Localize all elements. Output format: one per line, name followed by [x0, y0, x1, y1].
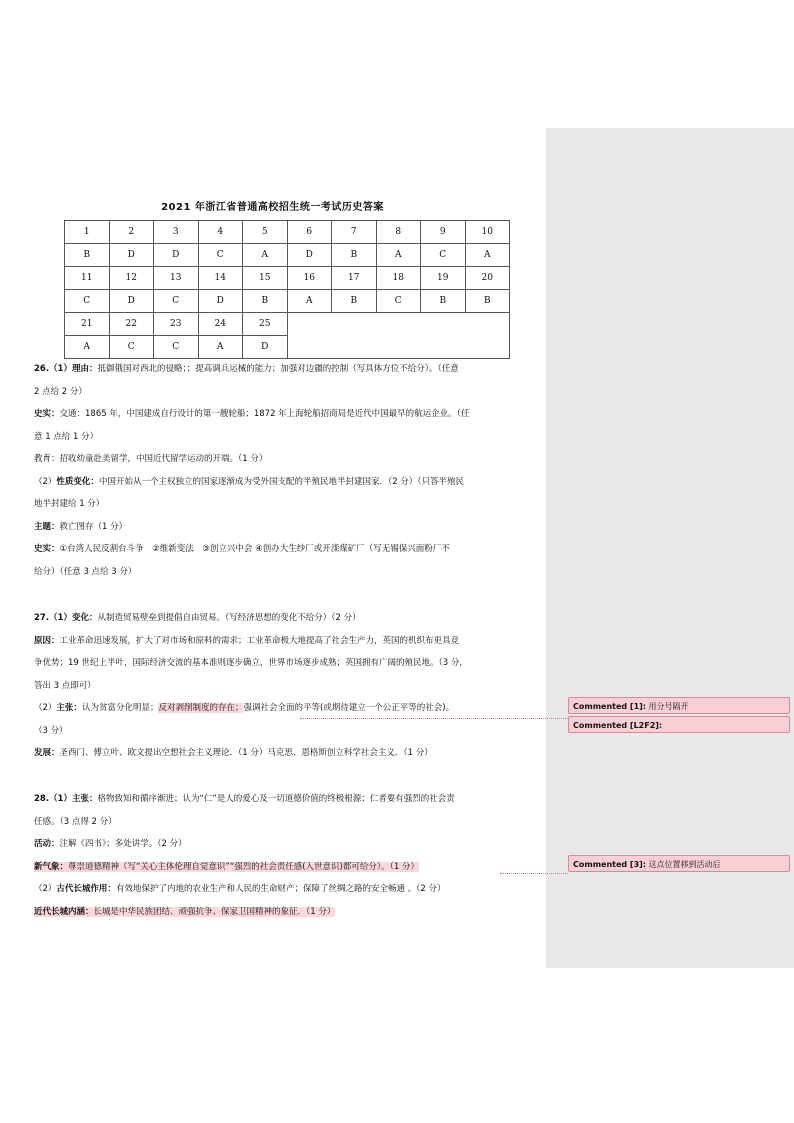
comment-3[interactable]: [568, 855, 790, 872]
answer-table-cell: C: [154, 336, 199, 359]
comment-connector-3: [500, 873, 568, 874]
q28-part2-label: （2）: [34, 884, 57, 894]
q28-part1-cont: 任感。（3 点得 2 分）: [34, 816, 117, 827]
answer-table-cell: B: [65, 244, 110, 267]
q27-zhuzhang-c: 强调社会全面的平等(或期待建立一个公正平等的社会)。: [243, 703, 455, 713]
answer-table-cell: 9: [421, 221, 466, 244]
q26-shishi-cont: 意 1 点给 1 分）: [34, 431, 99, 442]
comment-1-author: Commented [1]:: [573, 702, 646, 711]
question-27: [34, 607, 542, 765]
answer-table-cell: D: [198, 290, 243, 313]
answer-table-cell: 8: [376, 221, 421, 244]
answer-table-row: [65, 221, 510, 244]
answer-table-cell: 11: [65, 267, 110, 290]
answer-table-cell: 25: [243, 313, 288, 336]
answer-table-cell: 17: [332, 267, 377, 290]
q26-part2-line: [34, 471, 542, 494]
q28-jindai-label: 近代长城内涵：: [34, 906, 94, 917]
answer-table-cell: B: [421, 290, 466, 313]
q27-change-text: 从制造贸易壁垒到提倡自由贸易。（写经济思想的变化不给分）（2 分）: [97, 613, 361, 623]
question-26: [34, 358, 542, 583]
answer-table-cell: C: [154, 290, 199, 313]
q28-xinqixiang-text: 尊崇道德精神（写“关心主体伦理自觉意识”“强烈的社会责任感(入世意识)都可给分）。（1 分）: [68, 861, 419, 872]
q26-shishi-text: 交通：1865 年，中国建成自行设计的第一艘轮船；1872 年上海轮船招商局是近代中国最早的航运企业。（任: [59, 409, 470, 419]
answer-table-cell: 24: [198, 313, 243, 336]
answer-table-cell: C: [198, 244, 243, 267]
q27-part1-line: [34, 607, 542, 630]
answer-table-cell: 22: [109, 313, 154, 336]
answer-table-cell: 3: [154, 221, 199, 244]
answer-table-cell: 23: [154, 313, 199, 336]
q26-part2-title: 性质变化：: [56, 476, 99, 487]
answer-table-cell: D: [154, 244, 199, 267]
q26-shishi-line: [34, 403, 542, 426]
q27-fazhan-text: 圣西门、傅立叶、欧文提出空想社会主义理论．（1 分）马克思、恩格斯创立科学社会主义．（1 分）: [59, 748, 433, 758]
q26-part2-cont: 地半封建给 1 分）: [34, 499, 105, 509]
answer-table-cell: 4: [198, 221, 243, 244]
answer-table-cell: 14: [198, 267, 243, 290]
q26-shishi2-cont: 给分）（任意 3 点给 3 分）: [34, 566, 137, 577]
answer-table-cell: 5: [243, 221, 288, 244]
answer-table-empty-area: [287, 313, 510, 359]
q28-xinqixiang-label: 新气象：: [34, 861, 69, 872]
q26-zhuti-text: 救亡图存（1 分）: [59, 521, 128, 532]
comment-2[interactable]: [568, 716, 790, 733]
q28-xinqixiang-line: [34, 856, 542, 879]
q27-part2-label: （2）: [34, 703, 57, 713]
comment-2-author: Commented [L2F2]:: [573, 721, 663, 730]
q27-fazhan-line: [34, 742, 542, 765]
q26-shishi2-label: 史实：: [34, 544, 60, 554]
answer-table-cell: B: [332, 290, 377, 313]
q28-label: 28.（1）: [34, 794, 72, 804]
answer-table-cell: C: [65, 290, 110, 313]
comment-1[interactable]: [568, 697, 790, 714]
q28-huodong-text: 注解《四书》；多处讲学。（2 分）: [59, 839, 187, 849]
answer-table-cell: 6: [287, 221, 332, 244]
q28-zhuzhang-title: 主张：: [71, 794, 98, 804]
comment-3-text: 这点位置移到活动后: [646, 860, 721, 869]
answer-table-cell: B: [243, 290, 288, 313]
answer-table-cell: D: [243, 336, 288, 359]
answer-table-cell: 10: [465, 221, 510, 244]
q28-jindai-line: [34, 901, 542, 924]
q27-yuanyin-label: 原因：: [34, 635, 60, 646]
answer-table-cell: 18: [376, 267, 421, 290]
answer-table-cell: D: [287, 244, 332, 267]
q27-change-title: 变化：: [71, 613, 98, 623]
answer-table-cell: A: [376, 244, 421, 267]
q28-part2-text: 有效地保护了内地的农业生产和人民的生命财产；保障了丝绸之路的安全畅通 。（2 分）: [115, 884, 446, 894]
comments-pane: [546, 128, 794, 968]
q28-part1-line: [34, 788, 542, 811]
answer-table-cell: 20: [465, 267, 510, 290]
q27-fazhan-label: 发展：: [34, 748, 60, 758]
q26-shishi-label: 史实：: [34, 409, 60, 419]
answer-table-cell: 12: [109, 267, 154, 290]
answer-table-cell: 16: [287, 267, 332, 290]
answer-table-cell: 21: [65, 313, 110, 336]
q27-zhuzhang-title: 主张：: [56, 703, 82, 713]
q26-shishi2-line: [34, 538, 542, 561]
q26-zhuti-line: [34, 516, 542, 539]
q26-shishi2-text: ①台湾人民反割台斗争 ②维新变法 ③创立兴中会 ④创办大生纱厂或开滦煤矿厂（写无锡保兴面粉厂不: [59, 544, 450, 554]
q26-zhuti-label: 主题：: [34, 521, 60, 532]
q27-zhuzhang-b[interactable]: 反对剥削制度的存在；: [158, 703, 244, 713]
q26-part1-line: [34, 358, 542, 381]
answer-table-cell: 2: [109, 221, 154, 244]
answer-table-cell: C: [376, 290, 421, 313]
answer-table-cell: B: [332, 244, 377, 267]
q26-label: 26.（1）: [34, 364, 72, 374]
q27-yuanyin-line: [34, 630, 542, 653]
q28-part2-line: [34, 878, 542, 901]
q28-jindai-highlight[interactable]: [34, 907, 335, 917]
q27-zhuzhang-a: 认为贫富分化明显；: [81, 703, 159, 713]
answer-table-cell: A: [287, 290, 332, 313]
comment-connector-1: [300, 718, 568, 719]
q28-part2-title: 古代长城作用：: [56, 884, 116, 894]
q28-jindai-text: 长城是中华民族团结、顽强抗争、保家卫国精神的象征．（1 分）: [93, 906, 336, 917]
q26-reason-title: 理由：: [71, 364, 98, 374]
answer-table-row: [65, 313, 510, 336]
comment-1-text: 用分号隔开: [646, 702, 689, 711]
answer-table-cell: 13: [154, 267, 199, 290]
answer-table-cell: A: [465, 244, 510, 267]
q28-xinqixiang-highlight[interactable]: [34, 862, 419, 872]
answer-table-row: [65, 267, 510, 290]
q26-part1-cont: 2 点给 2 分）: [34, 386, 87, 397]
comment-3-author: Commented [3]:: [573, 860, 646, 869]
page-title: 2021 年浙江省普通高校招生统一考试历史答案: [161, 202, 384, 213]
question-28: [34, 788, 542, 923]
q27-label: 27.（1）: [34, 613, 72, 623]
answer-table-cell: D: [109, 290, 154, 313]
answer-table-cell: 15: [243, 267, 288, 290]
answer-table-cell: 7: [332, 221, 377, 244]
answer-table-cell: D: [109, 244, 154, 267]
answer-table-cell: A: [243, 244, 288, 267]
answer-table-cell: A: [65, 336, 110, 359]
answer-table-cell: 19: [421, 267, 466, 290]
q28-huodong-label: 活动：: [34, 839, 60, 849]
q27-part2-line: [34, 697, 542, 720]
q27-part2-cont: （3 分）: [34, 725, 68, 736]
answer-table-cell: 1: [65, 221, 110, 244]
answer-table-cell: B: [465, 290, 510, 313]
answer-table-cell: C: [421, 244, 466, 267]
q28-zhuzhang-text: 格物致知和循序渐进；认为“仁”是人的爱心及一切道德价值的终极根源；仁者要有强烈的社会责: [97, 794, 455, 804]
q26-reason-text: 抵御俄国对西北的侵略；；提高调兵运械的能力；加强对边疆的控制（写具体方位不给分）。（任意: [97, 364, 459, 374]
answer-table-row: [65, 244, 510, 267]
q26-part2-label: （2）: [34, 476, 57, 487]
q27-yuanyin-cont2: 答出 3 点即可）: [34, 680, 96, 691]
answer-table-cell: C: [109, 336, 154, 359]
q26-part2-text: 中国开始从一个主权独立的国家逐渐成为受外国支配的半殖民地半封建国家．（2 分）（只答半殖民: [98, 476, 465, 487]
q27-yuanyin-cont1: 争优势；19 世纪上半叶，国际经济交流的基本准则逐步确立，世界市场逐步成熟；英国拥有广阔的殖民地。（3 分，: [34, 658, 468, 668]
q28-huodong-line: [34, 833, 542, 856]
q26-jiaoyu-line: 教育：招收幼童赴美留学，中国近代留学运动的开端。（1 分）: [34, 454, 268, 464]
answer-table-cell: A: [198, 336, 243, 359]
q27-yuanyin-text: 工业革命迅速发展，扩大了对市场和原料的需求；工业革命极大地提高了社会生产力，英国的机织布更具竞: [59, 635, 460, 646]
answer-table-row: [65, 290, 510, 313]
answer-table: [64, 220, 510, 359]
